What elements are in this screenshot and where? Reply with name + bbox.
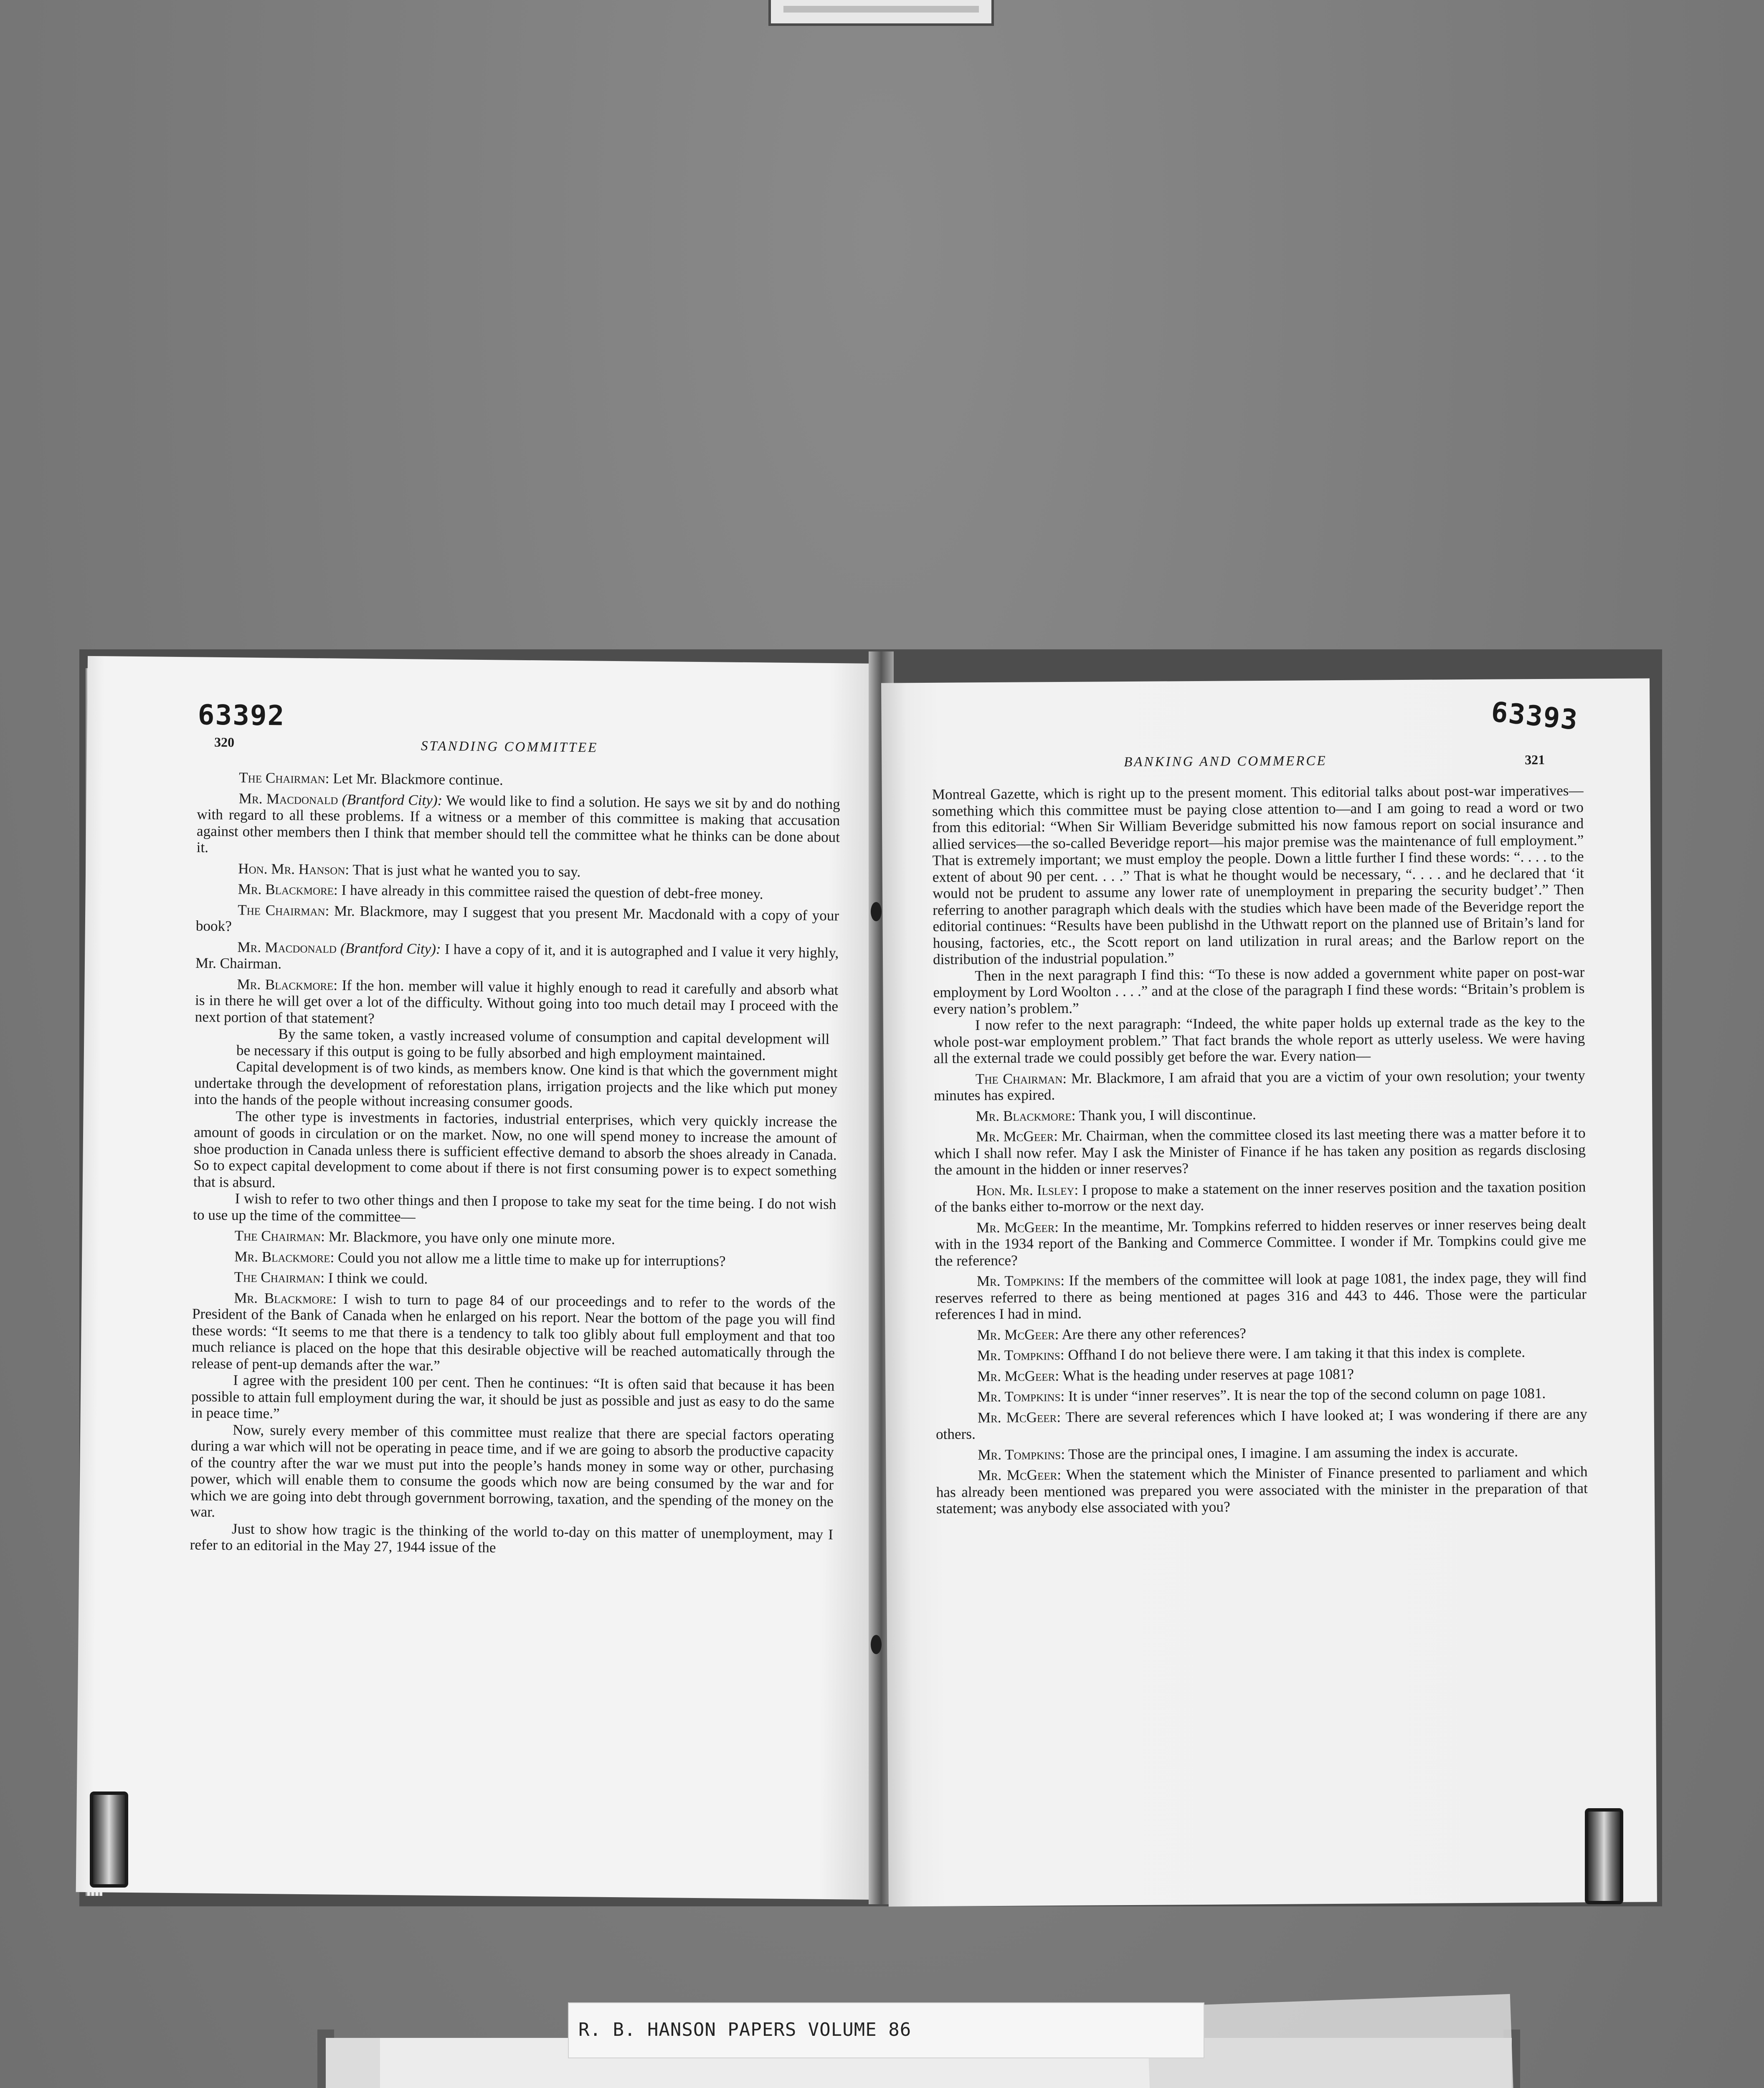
speaker-name: Mr. McGeer: <box>978 1467 1062 1484</box>
speaker-name: Mr. Blackmore: <box>976 1107 1076 1124</box>
speaker-name: Mr. McGeer: <box>977 1326 1059 1343</box>
paragraph-text: When the statement which the Minister of Finance presented to parliament and which has already been mentioned was prepared you were associated with the minister in the preparation of that statement; was anybody else associated with you? <box>936 1463 1588 1517</box>
speaker-name: Mr. Blackmore: <box>237 976 338 993</box>
paragraph <box>932 782 1585 968</box>
right-page-number: 321 <box>1525 752 1545 768</box>
paragraph <box>196 880 839 903</box>
left-page <box>76 656 881 1900</box>
paragraph <box>195 1025 838 1064</box>
speaker-name: Mr. McGeer: <box>976 1219 1059 1236</box>
left-page-body <box>190 765 840 1559</box>
volume-label: R. B. HANSON PAPERS VOLUME 86 <box>578 2019 912 2040</box>
paragraph <box>194 1058 838 1113</box>
paragraph <box>193 1107 837 1196</box>
paragraph-text: In the meantime, Mr. Tompkins referred to hidden reserves or inner reserves being dealt with in the 1934 report of the Banking and Commerce Committee. I wonder if Mr. Tompkins could give me the reference? <box>935 1215 1587 1269</box>
paragraph-text: That is just what he wanted you to say. <box>349 861 581 880</box>
right-page <box>881 678 1657 1906</box>
speaker-name: Mr. Tompkins: <box>977 1388 1065 1405</box>
paragraph-text: Then in the next paragraph I find this: “To these is now added a government white paper on post-war employment by Lord Woolton . . . .” and at the close of the paragraph I find these words: “Britain’s problem is every nation’s problem.” <box>933 963 1585 1017</box>
paragraph <box>933 964 1585 1017</box>
paragraph <box>934 1125 1586 1178</box>
binding-hole <box>871 902 882 921</box>
speaker-name: Mr. Blackmore: <box>238 881 338 898</box>
paragraph <box>191 1371 834 1427</box>
paragraph <box>934 1178 1586 1216</box>
speaker-name: Mr. Blackmore: <box>234 1289 337 1307</box>
paragraph <box>935 1364 1587 1385</box>
paragraph-text: Could you not allow me a little time to make up for interruptions? <box>334 1249 726 1270</box>
right-page-body <box>932 782 1588 1517</box>
left-page-number: 320 <box>214 734 235 750</box>
paragraph <box>195 976 839 1031</box>
paragraph <box>933 1013 1585 1067</box>
paragraph-text: Montreal Gazette, which is right up to the present moment. This editorial talks about post-war imperatives—something which this committee must be paying close attention to—and I am going to read a word or two from this editorial: “When Sir William Beveridge submitted his now famous report on social insurance and allied services—the so-called Beveridge report—his major premise was the maintenance of full employment.” That is extremely important; we must employ the people. Down a little further I find these words: “. . . . to the extent of about 90 per cent. . . .” That is what he thought would be necessary, “. . . . and he declared that ‘it would not be prudent to assume any lower rate of unemployment in preparing the security budget’.” Then referring to another paragraph which deals with the studies which have been made of the Beveridge report the editorial continues: “Results have been publishd in the Uthwatt report on the planned use of Britain’s land for housing, factories, etc., the Scott report on land utilization in rural areas; and the Barlow report on the distribution of the industrial population.” <box>932 782 1584 968</box>
paragraph <box>936 1443 1587 1463</box>
left-running-head: STANDING COMMITTEE <box>421 738 598 755</box>
paragraph-text: Now, surely every member of this committee must realize that there are special factors operating during a war which will not be operating in peace time, and if we are going to absorb the productive capacity of the country after the war we must put into the people’s hands money in some way or other, purchasing power, which will enable them to consume the goods which now are being consumed by the war and for which we are going into debt through government borrowing, taxation, and the spending of the money on the war. <box>190 1421 834 1520</box>
paragraph <box>936 1406 1587 1443</box>
paragraph-text: Just to show how tragic is the thinking of the world to-day on this matter of unemployment, may I refer to an editorial in the May 27, 1944 issue of the <box>190 1520 834 1556</box>
paragraph-text: I propose to make a statement on the inner reserves position and the taxation position of the banks either to-morrow or the next day. <box>934 1178 1586 1215</box>
paragraph-text: Mr. Chairman, when the committee closed its last meeting there was a matter before it to which I shall now refer. May I ask the Minister of Finance if he has taken any position as regards disclosing the amount in the hidden or inner reserves? <box>934 1125 1586 1178</box>
speaker-name: Mr. McGeer: <box>977 1409 1061 1426</box>
paragraph-text: Mr. Blackmore, may I suggest that you present Mr. Macdonald with a copy of your book? <box>195 902 839 935</box>
paragraph-text: I have already in this committee raised the question of debt-free money. <box>337 882 763 902</box>
speaker-name: The Chairman: <box>975 1070 1067 1087</box>
paragraph-text: If the members of the committee will look at page 1081, the index page, they will find reserves referred to there as being mentioned at pages 316 and 443 to 446. Those were the particular references I had in mind. <box>935 1269 1587 1323</box>
paragraph-text: Are there any other references? <box>1059 1325 1246 1343</box>
paragraph <box>934 1104 1585 1125</box>
left-page-clamp <box>90 1792 128 1888</box>
speaker-riding: (Brantford City): <box>338 791 443 808</box>
paragraph-text: Mr. Blackmore, you have only one minute more. <box>324 1228 616 1248</box>
paragraph-text: I have a copy of it, and it is autographed and I value it very highly, Mr. Chairman. <box>195 940 839 972</box>
paragraph <box>935 1343 1587 1364</box>
speaker-name: Mr. Tompkins: <box>978 1446 1065 1463</box>
speaker-name: Mr. Tompkins: <box>976 1272 1065 1290</box>
right-page-clamp <box>1585 1808 1623 1904</box>
speaker-name: The Chairman: <box>239 769 329 787</box>
paragraph <box>195 938 839 978</box>
left-stamp-number: 63392 <box>198 699 285 732</box>
speaker-riding: (Brantford City): <box>336 940 441 957</box>
paragraph <box>935 1385 1587 1405</box>
paragraph-text: What is the heading under reserves at page 1081? <box>1059 1366 1354 1384</box>
tape-piece <box>326 2038 380 2088</box>
paragraph <box>196 860 839 882</box>
paragraph-text: I agree with the president 100 per cent. Then he continues: “It is often said that because it has been possible to attain full employment during the war, it should be just as possible and just as easy to do the same in peace time.” <box>191 1372 835 1422</box>
speaker-name: Hon. Mr. Ilsley: <box>976 1181 1079 1199</box>
speaker-name: The Chairman: <box>234 1227 325 1245</box>
speaker-name: Mr. Blackmore: <box>234 1248 335 1266</box>
paragraph <box>193 1268 836 1291</box>
paragraph-text: We would like to find a solution. He says we sit by and do nothing with regard to all these problems. If a witness or a member of this committee is making that accusation against other members then I think that member should tell the committee what he thinks can be done about it. <box>196 792 840 856</box>
paragraph-text: Mr. Blackmore, I am afraid that you are a victim of your own resolution; your twenty minutes has expired. <box>933 1067 1585 1104</box>
paragraph <box>936 1463 1588 1517</box>
paragraph-text: It is under “inner reserves”. It is near the top of the second column on page 1081. <box>1064 1385 1546 1404</box>
paragraph-text: Thank you, I will discontinue. <box>1075 1106 1256 1124</box>
paragraph <box>934 1067 1585 1104</box>
binding-hole <box>871 1635 882 1654</box>
paragraph <box>190 1520 833 1559</box>
paragraph <box>196 790 840 862</box>
right-running-head: BANKING AND COMMERCE <box>1124 753 1327 770</box>
paragraph-text: If the hon. member will value it highly enough to read it carefully and absorb what is in there he will get over a lot of the difficulty. Without going into too much detail may I proceed with the next portion of that statement? <box>195 977 839 1027</box>
speaker-name: Mr. McGeer: <box>977 1367 1059 1384</box>
paragraph <box>935 1216 1587 1269</box>
speaker-name: Mr. McGeer: <box>976 1128 1058 1145</box>
paragraph <box>190 1421 834 1526</box>
paragraph <box>192 1289 836 1378</box>
paragraph-text: There are several references which I have looked at; I was wondering if there are any others. <box>935 1405 1587 1442</box>
speaker-name: Hon. Mr. Hanson: <box>238 860 350 878</box>
paragraph <box>935 1323 1587 1343</box>
paragraph-text: By the same token, a vastly increased volume of consumption and capital development will be necessary if this output is going to be fully absorbed and high employment maintained. <box>236 1026 830 1064</box>
paragraph <box>193 1227 836 1249</box>
paragraph-text: I think we could. <box>324 1270 428 1287</box>
paragraph <box>193 1248 836 1270</box>
paragraph <box>193 1190 836 1229</box>
paragraph <box>197 769 840 791</box>
speaker-name: Mr. Macdonald <box>238 790 338 808</box>
paragraph-text: Offhand I do not believe there were. I am taking it that this index is complete. <box>1064 1344 1526 1363</box>
paragraph-text: I wish to turn to page 84 of our proceedings and to refer to the words of the President of the Bank of Canada when he enlarged on his report. Near the bottom of the page you will find these words: “It seems to me that there is a tendency to talk too glibly about full employment and that too much reliance is placed on the hope that this desirable objective will be reached automatically through the release of pent-up demands after the war.” <box>191 1290 836 1374</box>
paragraph-text: Capital development is of two kinds, as members know. One kind is that which the government might undertake through the development of reforestation plans, irrigation projects and the like which put money into the hands of the people without increasing consumer goods. <box>194 1058 838 1111</box>
speaker-name: The Chairman: <box>238 901 329 919</box>
speaker-name: Mr. Tompkins: <box>977 1346 1064 1364</box>
paragraph-text: I wish to refer to two other things and then I propose to take my seat for the time being. I do not wish to use up the time of the committee— <box>193 1190 836 1225</box>
right-stamp-number: 63393 <box>1490 695 1580 737</box>
speaker-name: The Chairman: <box>234 1269 325 1286</box>
speaker-name: Mr. Macdonald <box>237 938 337 956</box>
paragraph <box>935 1269 1587 1323</box>
paragraph-text: I now refer to the next paragraph: “Indeed, the white paper holds up external trade as the key to the whole post-war employment problem.” That fact brands the whole report as utterly useless. We were having all the external trade we could possibly get before the war. Every nation— <box>933 1013 1585 1067</box>
paragraph-text: The other type is investments in factories, industrial enterprises, which very quickly increase the amount of goods in circulation or on the market. Now, no one will spend money to increase the amount of shoe production in Canada unless there is sufficient effective demand to absorb the shoes already in Canada. So to expect capital development to come about if there is not first consuming power is to expect something that is absurd. <box>193 1107 837 1191</box>
paragraph-text: Those are the principal ones, I imagine. I am assuming the index is accurate. <box>1064 1443 1518 1462</box>
paragraph <box>196 901 839 940</box>
top-clip <box>768 0 994 26</box>
paragraph-text: Let Mr. Blackmore continue. <box>329 770 504 788</box>
